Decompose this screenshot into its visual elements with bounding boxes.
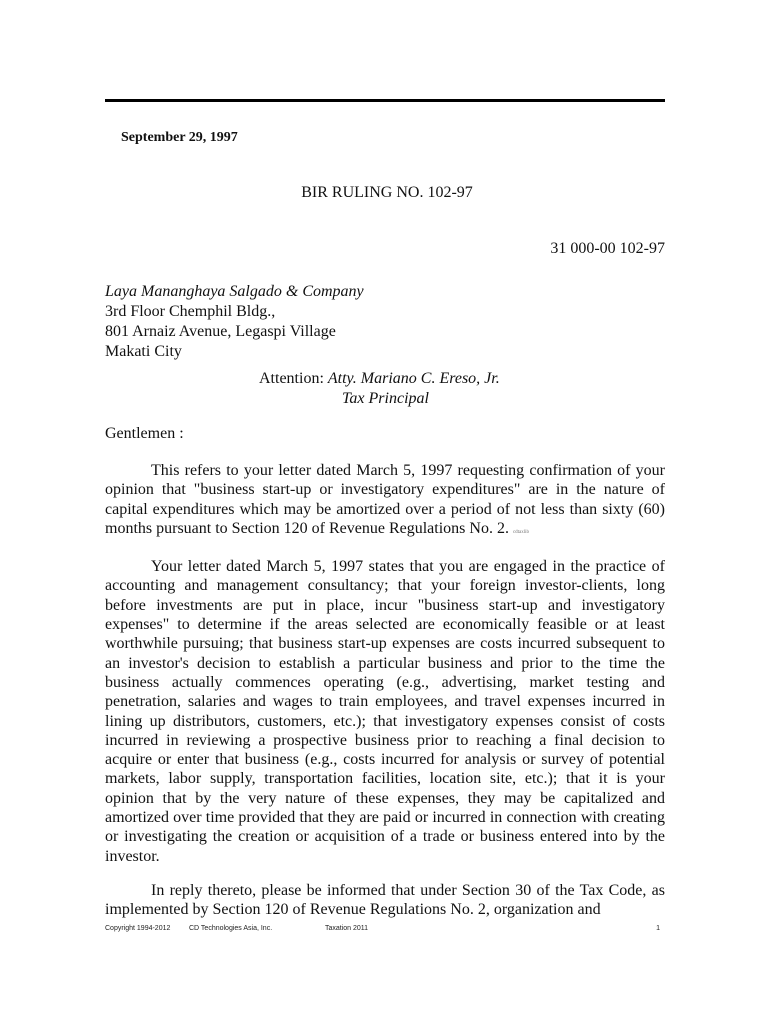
attention-name: Atty. Mariano C. Ereso, Jr.	[327, 370, 500, 387]
attention-role: Tax Principal	[342, 390, 429, 407]
footer-company: CD Technologies Asia, Inc.	[189, 925, 273, 932]
attention-block	[259, 369, 500, 409]
header-rule	[105, 99, 665, 102]
ruling-title: BIR RULING NO. 102-97	[301, 184, 473, 201]
paragraph-3: In reply thereto, please be informed that under Section 30 of the Tax Code, as implemented by Section 120 of Revenue Regulations No. 2, organization and	[105, 881, 665, 919]
attention-label: Attention:	[259, 370, 328, 387]
addressee-firm: Laya Mananghaya Salgado & Company	[105, 283, 364, 300]
letter-body	[105, 461, 665, 935]
paragraph-2: Your letter dated March 5, 1997 states that you are engaged in the practice of accounting and management consultancy; that your foreign investor-clients, long before investments are put in place, incur "business start-up and investigatory expenses" to determine if the areas selected are economically feasible or at least worthwhile pursuing; that business start-up expenses are costs incurred subsequent to an investor's decision to establish a particular business and prior to the time the business actually commences operating (e.g., advertising, market testing and penetration, salaries and wages to train employees, and travel expenses incurred in lining up distributors, customers, etc.); that investigatory expenses consist of costs incurred in reviewing a prospective business prior to reaching a final decision to acquire or enter that business (e.g., costs incurred for analysis or survey of potential markets, labor supply, transportation facilities, location site, etc.); that it is your opinion that by the very nature of these expenses, they may be capitalized and amortized over time provided that they are paid or incurred in connection with creating or investigating the creation or acquisition of a trade or business entered into by the investor.	[105, 558, 665, 865]
footer-page-number: 1	[656, 925, 660, 932]
addressee-line1: 3rd Floor Chemphil Bldg.,	[105, 303, 276, 320]
paragraph-1-mark: cdtaxlib	[512, 529, 530, 535]
addressee-line3: Makati City	[105, 343, 182, 360]
salutation: Gentlemen :	[105, 425, 184, 442]
document-date: September 29, 1997	[121, 130, 238, 145]
addressee-block	[105, 282, 364, 362]
addressee-line2: 801 Arnaiz Avenue, Legaspi Village	[105, 323, 336, 340]
paragraph-1	[105, 461, 665, 542]
footer-publication: Taxation 2011	[325, 925, 369, 932]
paragraph-1-text: This refers to your letter dated March 5, 1997 requesting confirmation of your opinion that "business start-up or investigatory expenditures" are in the nature of capital expenditures which may be amortized over a period of not less than sixty (60) months pursuant to Section 120 of Revenue Regulations No. 2.	[105, 462, 665, 537]
reference-number: 31 000-00 102-97	[550, 240, 665, 257]
footer-copyright: Copyright 1994-2012	[105, 925, 171, 932]
